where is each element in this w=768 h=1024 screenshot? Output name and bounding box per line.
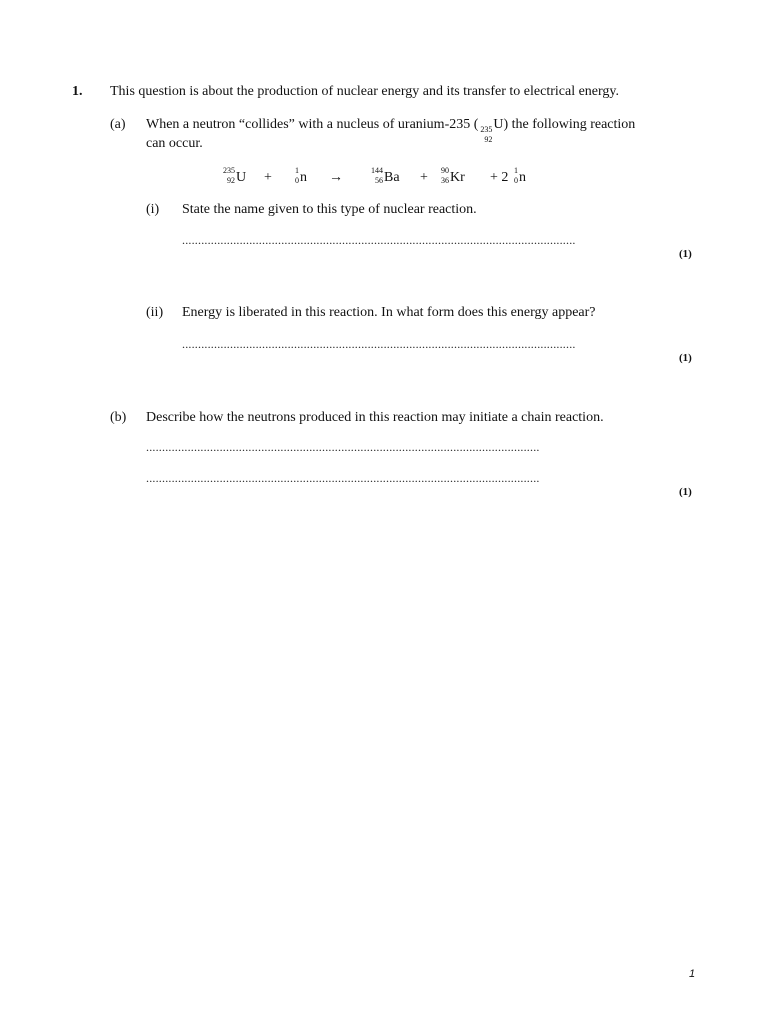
barium-atomic-number: 56 [375, 176, 383, 185]
page-number: 1 [689, 968, 696, 980]
equation-plus-3: + 2 [490, 170, 509, 185]
neutron-2-atomic-number: 0 [514, 176, 518, 185]
nuclide-neutron-1 [288, 166, 307, 187]
equation-plus-1: + [264, 170, 272, 185]
sub-i-marks: (1) [679, 248, 692, 260]
neutron-2-symbol: n [519, 170, 526, 185]
part-a-text-after: U) the following reaction [493, 117, 636, 132]
sub-ii-marks: (1) [679, 352, 692, 364]
part-b-answer-line-2[interactable]: ........................................................................................................................... [146, 471, 540, 485]
part-b-answer-line-1[interactable]: ........................................................................................................................... [146, 440, 540, 454]
part-a-label: (a) [110, 117, 126, 132]
uranium-mass-number: 235 [223, 166, 235, 175]
neutron-2-mass-number: 1 [514, 166, 518, 175]
part-b-marks: (1) [679, 486, 692, 498]
question-number: 1. [72, 84, 83, 99]
barium-symbol: Ba [384, 170, 400, 185]
question-intro: This question is about the production of nuclear energy and its transfer to electrical energy. [110, 84, 620, 99]
sub-ii-answer-line[interactable]: ........................................................................................................................... [182, 337, 576, 351]
part-b-text: Describe how the neutrons produced in this reaction may initiate a chain reaction. [146, 410, 604, 425]
sub-i-text: State the name given to this type of nuclear reaction. [182, 202, 477, 217]
uranium-symbol: U [236, 170, 247, 185]
sub-i-label: (i) [146, 202, 160, 217]
inline-atomic-number: 92 [484, 135, 493, 144]
sub-ii-label: (ii) [146, 305, 164, 320]
inline-mass-number: 235 [480, 125, 493, 134]
equation-arrow: → [329, 170, 343, 185]
neutron-1-symbol: n [300, 170, 307, 185]
krypton-mass-number: 90 [441, 166, 449, 175]
barium-mass-number: 144 [371, 166, 383, 175]
part-b-label: (b) [110, 410, 127, 425]
equation-plus-2: + [420, 170, 428, 185]
neutron-1-mass-number: 1 [295, 166, 299, 175]
sub-i-answer-line[interactable]: ........................................................................................................................... [182, 233, 576, 247]
krypton-symbol: Kr [450, 170, 465, 185]
nuclide-neutron-2 [507, 166, 526, 187]
sub-ii-text: Energy is liberated in this reaction. In what form does this energy appear? [182, 305, 596, 320]
nuclide-krypton [434, 166, 465, 187]
part-a-text-before: When a neutron “collides” with a nucleus of uranium-235 ( [146, 117, 479, 132]
nuclide-uranium [218, 166, 247, 187]
krypton-atomic-number: 36 [441, 176, 449, 185]
part-a-text-line2: can occur. [146, 136, 203, 151]
uranium-atomic-number: 92 [227, 176, 235, 185]
neutron-1-atomic-number: 0 [295, 176, 299, 185]
nuclide-barium [366, 166, 400, 187]
